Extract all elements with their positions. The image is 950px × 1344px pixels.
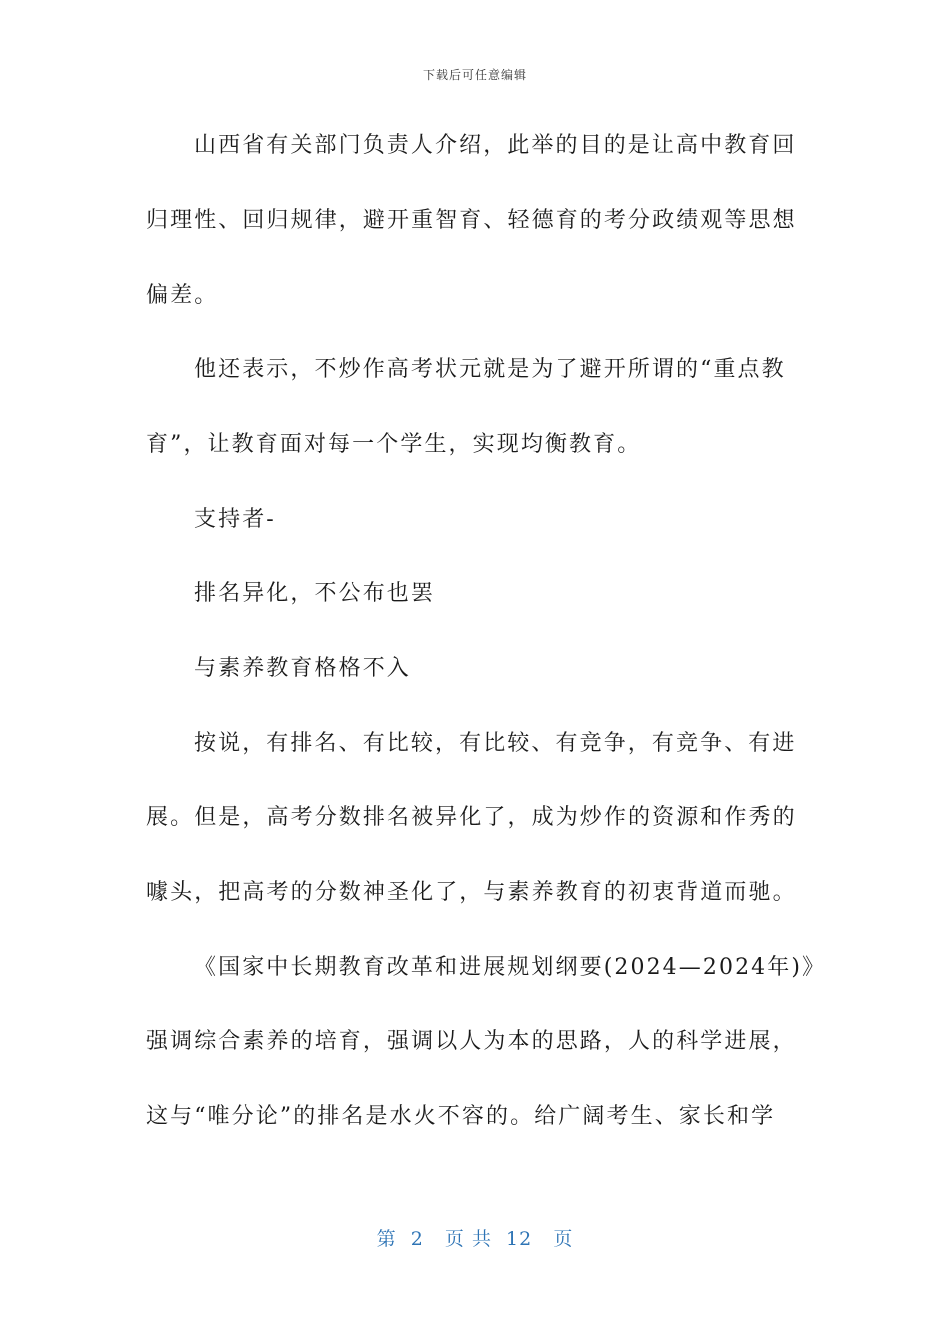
text-line: 展。但是，高考分数排名被异化了，成为炒作的资源和作秀的: [146, 805, 797, 830]
text-line: 他还表示，不炒作高考状元就是为了避开所谓的“重点教: [194, 357, 786, 382]
text-line: 与素养教育格格不入: [194, 656, 411, 681]
text-line: 强调综合素养的培育，强调以人为本的思路，人的科学进展，: [146, 1029, 797, 1054]
text-line: 排名异化，不公布也罢: [194, 581, 436, 606]
text-line: 育”，让教育面对每一个学生，实现均衡教育。: [146, 432, 642, 457]
text-line: 偏差。: [146, 283, 219, 308]
page-header: 下载后可任意编辑: [422, 68, 527, 82]
text-line: 支持者-: [194, 507, 276, 532]
text-line: 归理性、回归规律，避开重智育、轻德育的考分政绩观等思想: [146, 208, 797, 233]
text-line: 噱头，把高考的分数神圣化了，与素养教育的初衷背道而驰。: [146, 880, 797, 905]
text-line: 这与“唯分论”的排名是水火不容的。给广阔考生、家长和学: [146, 1104, 776, 1129]
text-line: 山西省有关部门负责人介绍，此举的目的是让高中教育回: [194, 133, 797, 158]
text-line: 按说，有排名、有比较，有比较、有竞争，有竞争、有进: [194, 731, 797, 756]
text-line: 《国家中长期教育改革和进展规划纲要(2024—2024年)》: [194, 955, 827, 980]
page-footer: 第 2 页 共 12 页: [376, 1228, 574, 1250]
